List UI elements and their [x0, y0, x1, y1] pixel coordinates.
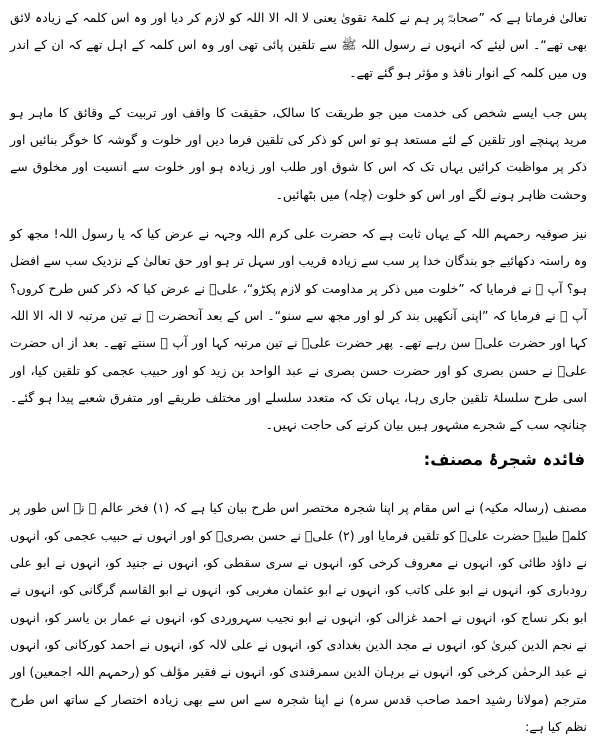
paragraph-talqeen-zikr: پس جب ایسے شخص کی خدمت میں جو طریقت کا سالک، حقیقت کا واقف اور تربیت کے وقائق کا ماہر ہو مرید پہنچے اور تلقین کے لئے مستعد ہو تو اس کو ذکر کی تلقین فرما دیں اور خلوت و گوشہ کا خوگر بنائیں اور ذکر پر مواظبت کرائیں یہاں تک کہ اس کا شوق اور طلب اور زیادہ ہو اور خلوت سے انسیت اور مخلوق سے وحشت ظاہر ہونے لگے اور اس کو خلوت (چلہ) میں بٹھائیں۔ [10, 104, 587, 202]
paragraph-kalima-taqwa: تعالیٰ فرماتا ہے کہ ”صحابہؓ پر ہم نے کلمۃ تقویٰ یعنی لا الہ الا اللہ کو لازم کر دیا اور وہ اس کلمہ کے زیادہ لائق بھی تھے“۔ اس لیئے کہ انہوں نے رسول اللہ ﷺ سے تلقین پائی تھی اور وہ اس کلمہ کے اہل تھے کہ ان کے اندر وں میں کلمہ کے انوار نافذ و مؤثر ہو گئے تھے۔ [10, 10, 587, 80]
paragraph-shajra-list: مصنف (رسالہ مکیہ) نے اس مقام پر اپنا شجرہ مختصر اس طرح بیان کیا ہے کہ (۱) فخر عالم ﷺ نے اس طور پر کلمہ طیبہ حضرت علیؓ کو تلقین فرمایا اور (۲) علیؓ نے حسن بصریؒ کو اور انہوں نے حبیب عجمی کو، انہوں نے داؤد طائی کو، انہوں نے معروف کرخی کو، انہوں نے سری سقطی کو، انہوں نے جنید کو، انہوں نے ابو علی رودباری کو، انہوں نے ابو علی کاتب کو، انہوں نے ابو عثمان مغربی کو، انہوں نے ابو القاسم گرگانی کو، انہوں نے ابو بکر نساج کو، انہوں نے احمد غزالی کو، انہوں نے ابو نجیب سہروردی کو، انہوں نے عمار بن یاسر کو، انہوں نے نجم الدین کبریٰ کو، انہوں نے مجد الدین بغدادی کو، انہوں نے علی لالہ کو، انہوں نے احمد کورکانی کو، انہوں نے عبد الرحمٰن کرخی کو، انہوں نے برہان الدین سمرقندی کو، انہوں نے فقیر مؤلف کو (رحمہم اللہ اجمعین) اور مترجم (مولانا رشید احمد صاحب قدس سرہ) نے اپنا شجرہ سے اس سے بھی زیادہ اختصار کے ساتھ اس طرح نظم کیا ہے: [10, 500, 587, 734]
paragraph-hazrat-ali-narration: نیز صوفیہ رحمہم اللہ کے یہاں ثابت ہے کہ حضرت علی کرم اللہ وجہہ نے عرض کیا کہ یا رسول اللہ! مجھ کو وہ راستہ دکھائیے جو بندگان خدا پر سب سے زیادہ قریب اور سہل تر ہو اور حق تعالیٰ کے نزدیک سب سے افضل ہو؟ آپ ﷺ نے فرمایا کہ ”خلوت میں ذکر پر مداومت کو لازم پکڑو“، علیؓ نے عرض کیا کہ ذکر کس طرح کروں؟ آپ ﷺ نے فرمایا کہ ”اپنی آنکھیں بند کر لو اور مجھ سے سنو“۔ اس کے بعد آنحضرت ﷺ نے تین مرتبہ لا الہ الا اللہ کہا اور حضرت علیؓ سن رہے تھے۔ پھر حضرت علیؓ نے تین مرتبہ کہا اور آپ ﷺ سنتے تھے۔ بعد از اں حضرت علیؓ نے حسن بصری کو اور حضرت حسن بصری نے عبد الواحد بن زید کو اور حبیب عجمی کو تلقین کیا، اور اسی طرح سلسلۂ تلقین جاری رہا، یہاں تک کہ متعدد سلسلے اور مختلف طریقے اور متفرق شعبے پیدا ہو گئے۔ چنانچہ سب کے شجرے مشہور ہیں بیان کرنے کی حاجت نہیں۔ [10, 226, 587, 433]
section-heading: فائدہ شجرۂ مصنف: [423, 450, 585, 470]
